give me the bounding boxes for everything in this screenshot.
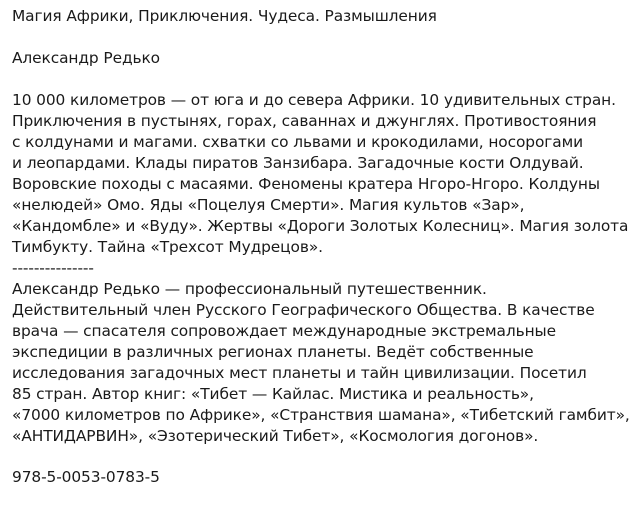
annotation-line: с колдунами и магами. схватки со львами и крокодилами, носорогами — [12, 133, 583, 151]
bio-line: врача — спасателя сопровождает международные экстремальные — [12, 322, 556, 340]
bio-line: исследования загадочных мест планеты и тайн цивилизации. Посетил — [12, 364, 587, 382]
isbn: 978-5-0053-0783-5 — [12, 468, 160, 486]
annotation-line: и леопардами. Клады пиратов Занзибара. Загадочные кости Олдувай. — [12, 154, 584, 172]
book-title: Магия Африки, Приключения. Чудеса. Размышления — [12, 7, 437, 25]
bio-line: Александр Редько — профессиональный путешественник. — [12, 280, 487, 298]
bio-line: Действительный член Русского Географического Общества. В качестве — [12, 301, 595, 319]
book-description — [12, 6, 638, 488]
book-author: Александр Редько — [12, 49, 160, 67]
annotation-line: «нелюдей» Омо. Яды «Поцелуя Смерти». Магия культов «Зар», — [12, 196, 525, 214]
annotation-line: Приключения в пустынях, горах, саваннах и джунглях. Противостояния — [12, 112, 597, 130]
bio-line: «АНТИДАРВИН», «Эзотерический Тибет», «Космология догонов». — [12, 427, 539, 445]
author-bio-block — [12, 279, 638, 447]
bio-line: экспедиции в различных регионах планеты. Ведёт собственные — [12, 343, 534, 361]
annotation-line: Тимбукту. Тайна «Трехсот Мудрецов». — [12, 238, 323, 256]
separator: --------------- — [12, 259, 94, 277]
annotation-line: «Кандомбле» и «Вуду». Жертвы «Дороги Золотых Колесниц». Магия золота — [12, 217, 629, 235]
annotation-line: 10 000 километров — от юга и до севера Африки. 10 удивительных стран. — [12, 91, 616, 109]
bio-line: «7000 километров по Африке», «Странствия шамана», «Тибетский гамбит», — [12, 406, 630, 424]
annotation-block — [12, 90, 638, 258]
bio-line: 85 стран. Автор книг: «Тибет — Кайлас. Мистика и реальность», — [12, 385, 534, 403]
annotation-line: Воровские походы с масаями. Феномены кратера Нгоро-Нгоро. Колдуны — [12, 175, 600, 193]
